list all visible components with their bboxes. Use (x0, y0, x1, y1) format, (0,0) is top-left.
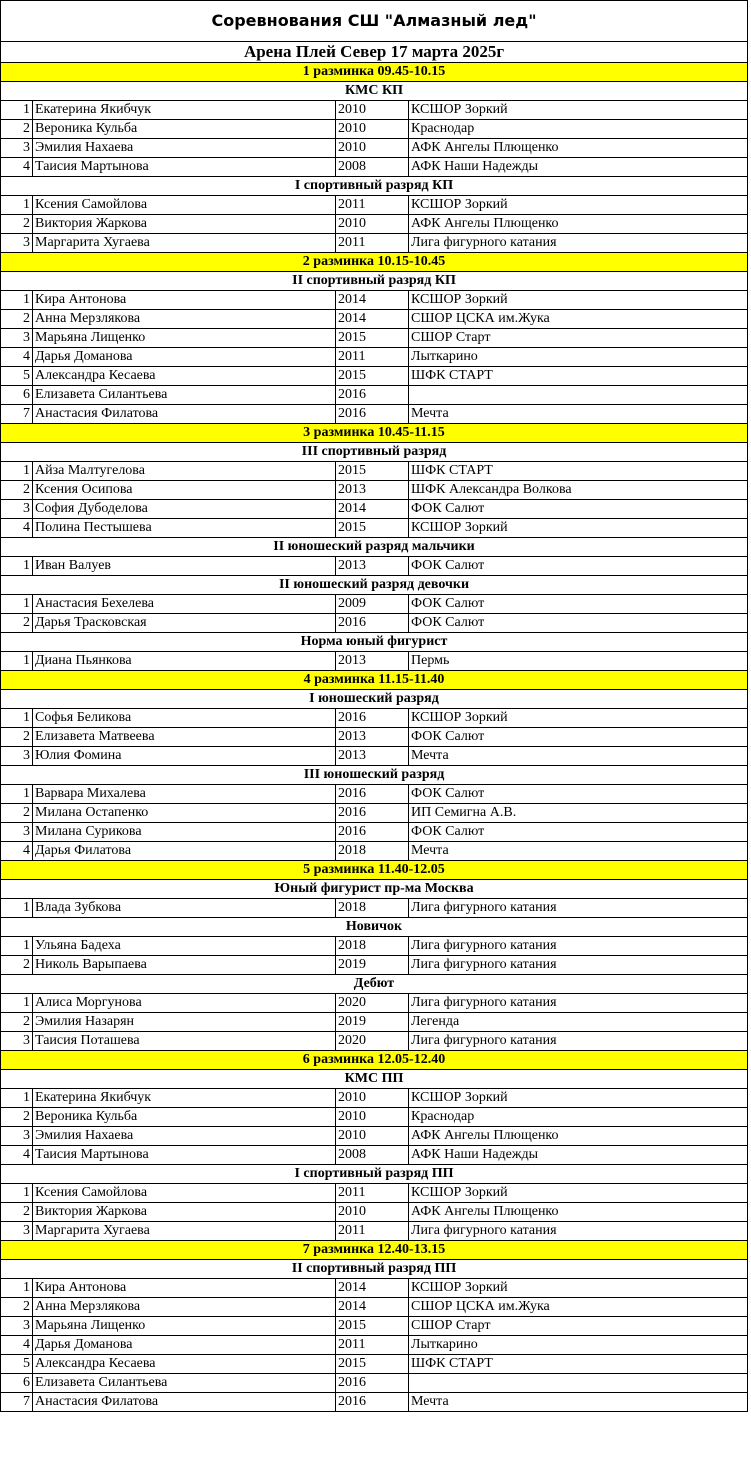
birth-year: 2008 (336, 1146, 409, 1165)
athlete-row (1, 1032, 748, 1051)
athlete-number: 1 (1, 1184, 33, 1203)
birth-year: 2013 (336, 481, 409, 500)
athlete-name: Анна Мерзлякова (33, 310, 336, 329)
birth-year: 2009 (336, 595, 409, 614)
category-label: III спортивный разряд (1, 443, 748, 462)
category-header-row (1, 633, 748, 652)
athlete-row (1, 614, 748, 633)
athlete-number: 1 (1, 101, 33, 120)
birth-year: 2015 (336, 1317, 409, 1336)
warmup-header-row (1, 1051, 748, 1070)
athlete-name: Ксения Осипова (33, 481, 336, 500)
athlete-row (1, 139, 748, 158)
athlete-name: Эмилия Нахаева (33, 1127, 336, 1146)
club-name: АФК Ангелы Плющенко (409, 1203, 748, 1222)
birth-year: 2010 (336, 1108, 409, 1127)
category-label: Юный фигурист пр-ма Москва (1, 880, 748, 899)
category-header-row (1, 443, 748, 462)
club-name: Лига фигурного катания (409, 1222, 748, 1241)
athlete-row (1, 1222, 748, 1241)
club-name: КСШОР Зоркий (409, 101, 748, 120)
club-name: КСШОР Зоркий (409, 709, 748, 728)
athlete-number: 1 (1, 1089, 33, 1108)
category-label: II спортивный разряд КП (1, 272, 748, 291)
club-name: ФОК Салют (409, 823, 748, 842)
birth-year: 2013 (336, 728, 409, 747)
birth-year: 2013 (336, 557, 409, 576)
venue-date: Арена Плей Север 17 марта 2025г (1, 42, 748, 63)
category-header-row (1, 177, 748, 196)
athlete-name: Анастасия Филатова (33, 405, 336, 424)
birth-year: 2011 (336, 234, 409, 253)
athlete-row (1, 500, 748, 519)
athlete-number: 3 (1, 1222, 33, 1241)
club-name: АФК Наши Надежды (409, 1146, 748, 1165)
athlete-row (1, 1146, 748, 1165)
athlete-row (1, 937, 748, 956)
club-name: КСШОР Зоркий (409, 1279, 748, 1298)
warmup-header-row (1, 253, 748, 272)
club-name: Краснодар (409, 120, 748, 139)
birth-year: 2013 (336, 747, 409, 766)
club-name: ШФК СТАРТ (409, 367, 748, 386)
athlete-number: 1 (1, 462, 33, 481)
warmup-header-row (1, 424, 748, 443)
athlete-name: Таисия Мартынова (33, 1146, 336, 1165)
athlete-row (1, 367, 748, 386)
athlete-name: Анна Мерзлякова (33, 1298, 336, 1317)
competition-title: Соревнования СШ "Алмазный лед" (1, 1, 748, 42)
club-name: Легенда (409, 1013, 748, 1032)
warmup-header-row (1, 1241, 748, 1260)
athlete-name: Юлия Фомина (33, 747, 336, 766)
category-header-row (1, 538, 748, 557)
birth-year: 2015 (336, 329, 409, 348)
club-name: Лыткарино (409, 348, 748, 367)
club-name: ФОК Салют (409, 728, 748, 747)
birth-year: 2010 (336, 139, 409, 158)
athlete-name: Маргарита Хугаева (33, 1222, 336, 1241)
athlete-name: Кира Антонова (33, 1279, 336, 1298)
athlete-row (1, 291, 748, 310)
birth-year: 2011 (336, 1222, 409, 1241)
athlete-name: Таисия Мартынова (33, 158, 336, 177)
category-header-row (1, 880, 748, 899)
birth-year: 2019 (336, 1013, 409, 1032)
birth-year: 2015 (336, 462, 409, 481)
athlete-name: Вероника Кульба (33, 1108, 336, 1127)
athlete-name: Милана Остапенко (33, 804, 336, 823)
athlete-number: 2 (1, 956, 33, 975)
birth-year: 2015 (336, 367, 409, 386)
athlete-row (1, 994, 748, 1013)
athlete-number: 7 (1, 405, 33, 424)
category-header-row (1, 1165, 748, 1184)
athlete-row (1, 348, 748, 367)
athlete-name: Марьяна Лищенко (33, 329, 336, 348)
athlete-row (1, 1374, 748, 1393)
club-name: Лига фигурного катания (409, 899, 748, 918)
athlete-number: 2 (1, 804, 33, 823)
athlete-name: Айза Малтугелова (33, 462, 336, 481)
warmup-label: 1 разминка 09.45-10.15 (1, 63, 748, 82)
club-name: АФК Ангелы Плющенко (409, 139, 748, 158)
athlete-name: Елизавета Матвеева (33, 728, 336, 747)
category-header-row (1, 82, 748, 101)
birth-year: 2010 (336, 1203, 409, 1222)
category-label: III юношеский разряд (1, 766, 748, 785)
athlete-row (1, 1355, 748, 1374)
category-label: II юношеский разряд мальчики (1, 538, 748, 557)
club-name: ФОК Салют (409, 614, 748, 633)
category-header-row (1, 576, 748, 595)
athlete-name: София Дубоделова (33, 500, 336, 519)
athlete-row (1, 785, 748, 804)
athlete-number: 1 (1, 196, 33, 215)
athlete-row (1, 196, 748, 215)
athlete-name: Анастасия Бехелева (33, 595, 336, 614)
birth-year: 2019 (336, 956, 409, 975)
athlete-name: Иван Валуев (33, 557, 336, 576)
athlete-row (1, 1108, 748, 1127)
birth-year: 2010 (336, 1127, 409, 1146)
athlete-number: 3 (1, 747, 33, 766)
club-name: КСШОР Зоркий (409, 291, 748, 310)
club-name: АФК Ангелы Плющенко (409, 215, 748, 234)
athlete-number: 1 (1, 595, 33, 614)
club-name: Мечта (409, 842, 748, 861)
category-header-row (1, 690, 748, 709)
athlete-number: 4 (1, 1146, 33, 1165)
birth-year: 2016 (336, 823, 409, 842)
athlete-name: Алиса Моргунова (33, 994, 336, 1013)
club-name: ШФК СТАРТ (409, 1355, 748, 1374)
club-name: СШОР ЦСКА им.Жука (409, 1298, 748, 1317)
athlete-row (1, 956, 748, 975)
category-label: Дебют (1, 975, 748, 994)
athlete-name: Дарья Трасковская (33, 614, 336, 633)
club-name: Мечта (409, 1393, 748, 1412)
birth-year: 2013 (336, 652, 409, 671)
birth-year: 2010 (336, 215, 409, 234)
athlete-number: 2 (1, 1298, 33, 1317)
athlete-row (1, 1336, 748, 1355)
warmup-label: 6 разминка 12.05-12.40 (1, 1051, 748, 1070)
birth-year: 2015 (336, 519, 409, 538)
club-name: Краснодар (409, 1108, 748, 1127)
athlete-row (1, 158, 748, 177)
athlete-row (1, 120, 748, 139)
athlete-name: Дарья Филатова (33, 842, 336, 861)
athlete-name: Виктория Жаркова (33, 215, 336, 234)
athlete-number: 2 (1, 1013, 33, 1032)
birth-year: 2011 (336, 1184, 409, 1203)
category-header-row (1, 766, 748, 785)
warmup-label: 4 разминка 11.15-11.40 (1, 671, 748, 690)
athlete-name: Ксения Самойлова (33, 1184, 336, 1203)
athlete-number: 2 (1, 614, 33, 633)
category-header-row (1, 1070, 748, 1089)
athlete-name: Александра Кесаева (33, 1355, 336, 1374)
athlete-number: 3 (1, 823, 33, 842)
athlete-row (1, 329, 748, 348)
club-name: Лыткарино (409, 1336, 748, 1355)
club-name: СШОР Старт (409, 1317, 748, 1336)
birth-year: 2015 (336, 1355, 409, 1374)
club-name (409, 1374, 748, 1393)
athlete-row (1, 386, 748, 405)
category-label: КМС КП (1, 82, 748, 101)
athlete-row (1, 1184, 748, 1203)
birth-year: 2018 (336, 937, 409, 956)
warmup-label: 5 разминка 11.40-12.05 (1, 861, 748, 880)
club-name: ФОК Салют (409, 595, 748, 614)
birth-year: 2014 (336, 310, 409, 329)
birth-year: 2010 (336, 1089, 409, 1108)
birth-year: 2020 (336, 994, 409, 1013)
category-label: II юношеский разряд девочки (1, 576, 748, 595)
club-name: Лига фигурного катания (409, 1032, 748, 1051)
club-name: АФК Ангелы Плющенко (409, 1127, 748, 1146)
category-label: Норма юный фигурист (1, 633, 748, 652)
birth-year: 2014 (336, 1279, 409, 1298)
warmup-header-row (1, 671, 748, 690)
club-name: СШОР Старт (409, 329, 748, 348)
athlete-number: 2 (1, 1108, 33, 1127)
title-row (1, 1, 748, 42)
athlete-row (1, 1013, 748, 1032)
category-label: I юношеский разряд (1, 690, 748, 709)
athlete-name: Дарья Доманова (33, 1336, 336, 1355)
category-header-row (1, 975, 748, 994)
athlete-number: 3 (1, 1317, 33, 1336)
birth-year: 2016 (336, 804, 409, 823)
athlete-number: 1 (1, 557, 33, 576)
athlete-number: 1 (1, 709, 33, 728)
birth-year: 2020 (336, 1032, 409, 1051)
athlete-number: 4 (1, 348, 33, 367)
athlete-name: Екатерина Якибчук (33, 1089, 336, 1108)
athlete-name: Дарья Доманова (33, 348, 336, 367)
athlete-row (1, 1317, 748, 1336)
athlete-row (1, 519, 748, 538)
club-name: Лига фигурного катания (409, 937, 748, 956)
birth-year: 2011 (336, 1336, 409, 1355)
birth-year: 2016 (336, 386, 409, 405)
athlete-name: Виктория Жаркова (33, 1203, 336, 1222)
athlete-row (1, 557, 748, 576)
athlete-name: Софья Беликова (33, 709, 336, 728)
athlete-number: 4 (1, 1336, 33, 1355)
category-header-row (1, 918, 748, 937)
athlete-number: 6 (1, 1374, 33, 1393)
athlete-number: 1 (1, 291, 33, 310)
athlete-number: 1 (1, 937, 33, 956)
athlete-number: 1 (1, 1279, 33, 1298)
athlete-number: 7 (1, 1393, 33, 1412)
birth-year: 2010 (336, 120, 409, 139)
club-name: Мечта (409, 747, 748, 766)
warmup-header-row (1, 861, 748, 880)
athlete-name: Эмилия Нахаева (33, 139, 336, 158)
athlete-name: Эмилия Назарян (33, 1013, 336, 1032)
athlete-row (1, 234, 748, 253)
birth-year: 2014 (336, 500, 409, 519)
athlete-name: Кира Антонова (33, 291, 336, 310)
club-name: ШФК СТАРТ (409, 462, 748, 481)
athlete-number: 3 (1, 1032, 33, 1051)
birth-year: 2016 (336, 709, 409, 728)
schedule-body (1, 1, 748, 1412)
athlete-name: Варвара Михалева (33, 785, 336, 804)
athlete-name: Маргарита Хугаева (33, 234, 336, 253)
athlete-row (1, 899, 748, 918)
athlete-row (1, 709, 748, 728)
venue-row (1, 42, 748, 63)
athlete-name: Ксения Самойлова (33, 196, 336, 215)
athlete-row (1, 1393, 748, 1412)
athlete-row (1, 747, 748, 766)
club-name: ИП Семигна А.В. (409, 804, 748, 823)
athlete-name: Екатерина Якибчук (33, 101, 336, 120)
athlete-number: 2 (1, 481, 33, 500)
athlete-name: Диана Пьянкова (33, 652, 336, 671)
athlete-row (1, 595, 748, 614)
category-label: I спортивный разряд КП (1, 177, 748, 196)
club-name: ФОК Салют (409, 500, 748, 519)
athlete-row (1, 462, 748, 481)
birth-year: 2016 (336, 1374, 409, 1393)
athlete-number: 3 (1, 329, 33, 348)
club-name: КСШОР Зоркий (409, 1089, 748, 1108)
birth-year: 2018 (336, 842, 409, 861)
athlete-name: Елизавета Силантьева (33, 1374, 336, 1393)
birth-year: 2016 (336, 1393, 409, 1412)
athlete-row (1, 101, 748, 120)
birth-year: 2010 (336, 101, 409, 120)
category-label: II спортивный разряд ПП (1, 1260, 748, 1279)
athlete-name: Полина Пестышева (33, 519, 336, 538)
club-name: АФК Наши Надежды (409, 158, 748, 177)
category-header-row (1, 1260, 748, 1279)
athlete-number: 2 (1, 728, 33, 747)
athlete-number: 2 (1, 120, 33, 139)
athlete-name: Александра Кесаева (33, 367, 336, 386)
birth-year: 2008 (336, 158, 409, 177)
club-name: ФОК Салют (409, 785, 748, 804)
club-name: КСШОР Зоркий (409, 196, 748, 215)
athlete-name: Елизавета Силантьева (33, 386, 336, 405)
birth-year: 2016 (336, 614, 409, 633)
athlete-name: Николь Варыпаева (33, 956, 336, 975)
athlete-number: 1 (1, 785, 33, 804)
athlete-row (1, 1203, 748, 1222)
birth-year: 2016 (336, 785, 409, 804)
athlete-name: Ульяна Бадеха (33, 937, 336, 956)
athlete-row (1, 310, 748, 329)
athlete-number: 3 (1, 139, 33, 158)
athlete-number: 1 (1, 994, 33, 1013)
athlete-row (1, 804, 748, 823)
athlete-name: Таисия Поташева (33, 1032, 336, 1051)
athlete-row (1, 1127, 748, 1146)
club-name: ФОК Салют (409, 557, 748, 576)
warmup-label: 2 разминка 10.15-10.45 (1, 253, 748, 272)
category-header-row (1, 272, 748, 291)
category-label: КМС ПП (1, 1070, 748, 1089)
athlete-number: 1 (1, 899, 33, 918)
athlete-row (1, 405, 748, 424)
athlete-name: Анастасия Филатова (33, 1393, 336, 1412)
club-name (409, 386, 748, 405)
warmup-label: 7 разминка 12.40-13.15 (1, 1241, 748, 1260)
birth-year: 2011 (336, 196, 409, 215)
birth-year: 2018 (336, 899, 409, 918)
athlete-number: 6 (1, 386, 33, 405)
warmup-label: 3 разминка 10.45-11.15 (1, 424, 748, 443)
birth-year: 2016 (336, 405, 409, 424)
athlete-row (1, 823, 748, 842)
athlete-row (1, 842, 748, 861)
athlete-number: 3 (1, 234, 33, 253)
athlete-name: Влада Зубкова (33, 899, 336, 918)
birth-year: 2014 (336, 1298, 409, 1317)
athlete-number: 1 (1, 652, 33, 671)
athlete-number: 2 (1, 215, 33, 234)
athlete-row (1, 481, 748, 500)
category-label: I спортивный разряд ПП (1, 1165, 748, 1184)
athlete-row (1, 1089, 748, 1108)
athlete-row (1, 652, 748, 671)
athlete-number: 5 (1, 367, 33, 386)
club-name: Мечта (409, 405, 748, 424)
athlete-row (1, 728, 748, 747)
athlete-number: 4 (1, 519, 33, 538)
club-name: Лига фигурного катания (409, 234, 748, 253)
athlete-number: 5 (1, 1355, 33, 1374)
birth-year: 2014 (336, 291, 409, 310)
warmup-header-row (1, 63, 748, 82)
club-name: ШФК Александра Волкова (409, 481, 748, 500)
athlete-number: 4 (1, 158, 33, 177)
athlete-name: Марьяна Лищенко (33, 1317, 336, 1336)
athlete-row (1, 1279, 748, 1298)
club-name: Лига фигурного катания (409, 994, 748, 1013)
club-name: Пермь (409, 652, 748, 671)
club-name: КСШОР Зоркий (409, 519, 748, 538)
athlete-number: 3 (1, 500, 33, 519)
club-name: КСШОР Зоркий (409, 1184, 748, 1203)
athlete-number: 3 (1, 1127, 33, 1146)
athlete-row (1, 1298, 748, 1317)
athlete-number: 4 (1, 842, 33, 861)
athlete-number: 2 (1, 310, 33, 329)
athlete-number: 2 (1, 1203, 33, 1222)
athlete-name: Вероника Кульба (33, 120, 336, 139)
club-name: СШОР ЦСКА им.Жука (409, 310, 748, 329)
birth-year: 2011 (336, 348, 409, 367)
athlete-row (1, 215, 748, 234)
club-name: Лига фигурного катания (409, 956, 748, 975)
category-label: Новичок (1, 918, 748, 937)
athlete-name: Милана Сурикова (33, 823, 336, 842)
